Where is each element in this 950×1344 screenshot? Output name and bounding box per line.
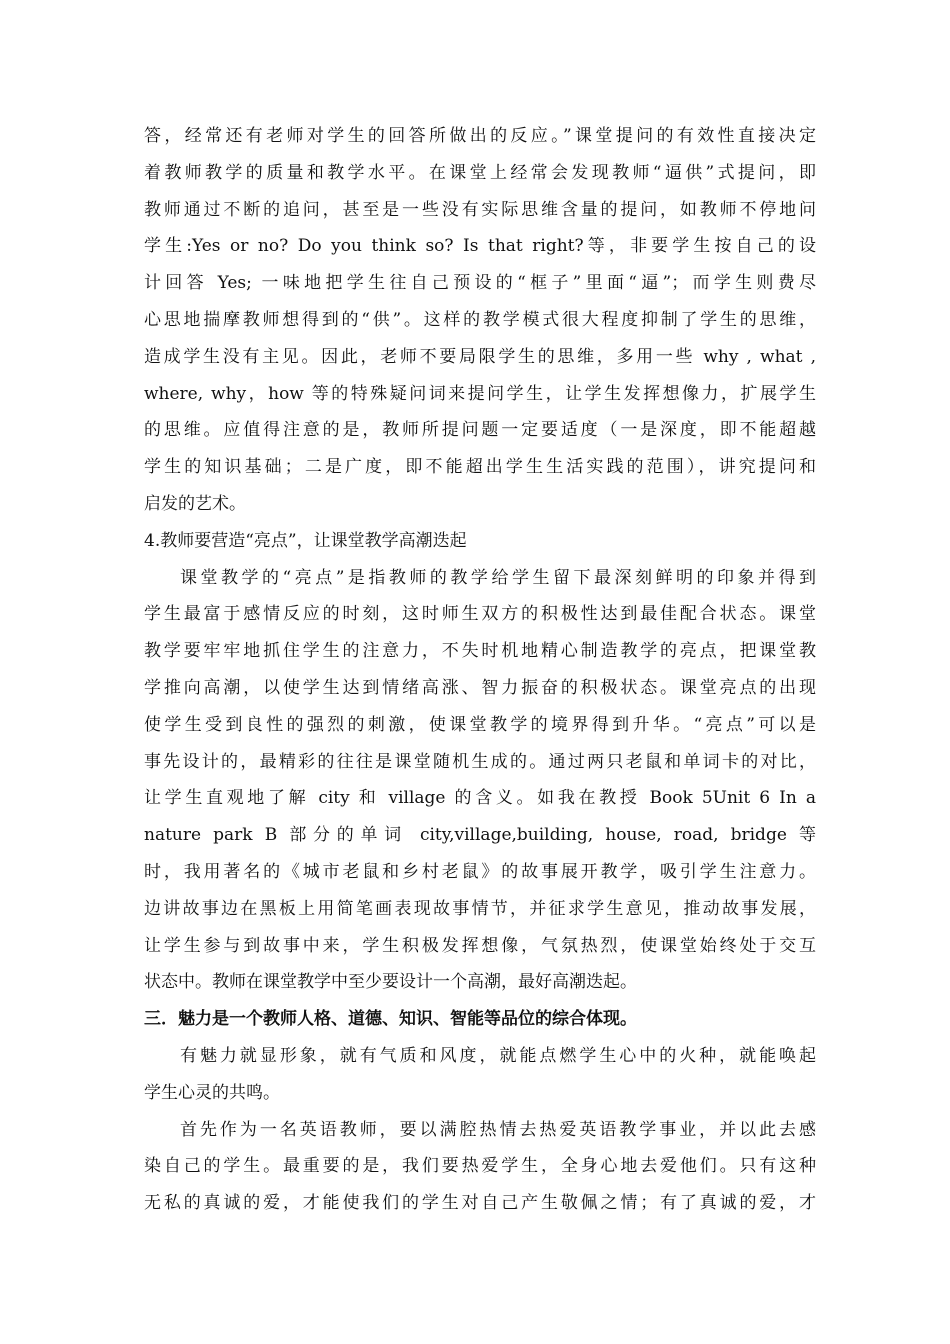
paragraph-first-line: 首先作为一名英语教师，要以满腔热情去热爱英语教学事业，并以此去感 [180, 1119, 816, 1140]
text-line: 着教师教学的质量和教学水平。在课堂上经常会发现教师“逼供”式提问，即 [144, 162, 816, 183]
text-line: 无私的真诚的爱，才能使我们的学生对自己产生敬佩之情；有了真诚的爱，才 [144, 1193, 816, 1214]
text-line: 状态中。教师在课堂教学中至少要设计一个高潮，最好高潮迭起。 [144, 972, 637, 993]
text-line: 答，经常还有老师对学生的回答所做出的反应。”课堂提问的有效性直接决定 [144, 126, 816, 146]
text-line: 学推向高潮，以使学生达到情绪高涨、智力振奋的积极状态。课堂亮点的出现 [144, 677, 816, 698]
paragraph-first-line: 课堂教学的“亮点”是指教师的教学给学生留下最深刻鲜明的印象并得到 [180, 567, 816, 588]
text-line: 学生心灵的共鸣。 [144, 1082, 280, 1103]
text-line: 启发的艺术。 [144, 493, 246, 514]
section-heading-bold: 三．魅力是一个教师人格、道德、知识、智能等品位的综合体现。 [144, 1009, 637, 1030]
text-line: 让学生参与到故事中来，学生积极发挥想像，气氛热烈，使课堂始终处于交互 [144, 935, 816, 956]
text-line: 的思维。应值得注意的是，教师所提问题一定要适度（一是深度，即不能超越 [144, 420, 816, 441]
paragraph-first-line: 有魅力就显形象，就有气质和风度，就能点燃学生心中的火种，就能唤起 [180, 1045, 816, 1066]
text-line: 边讲故事边在黑板上用简笔画表现故事情节，并征求学生意见，推动故事发展， [144, 898, 816, 919]
text-line: where, why，how 等的特殊疑问词来提问学生，让学生发挥想像力，扩展学生 [144, 383, 816, 404]
text-line: 学生最富于感情反应的时刻，这时师生双方的积极性达到最佳配合状态。课堂 [144, 604, 816, 625]
text-line: nature park B 部分的单词 city,village,building, house, road, bridge 等 [144, 825, 816, 846]
text-line: 染自己的学生。最重要的是，我们要热爱学生，全身心地去爱他们。只有这种 [144, 1156, 816, 1177]
text-line: 时，我用著名的《城市老鼠和乡村老鼠》的故事展开教学，吸引学生注意力。 [144, 861, 816, 882]
text-line: 教学要牢牢地抓住学生的注意力，不失时机地精心制造教学的亮点，把课堂教 [144, 641, 816, 662]
text-line: 计回答 Yes; 一味地把学生往自己预设的“框子”里面“逼”；而学生则费尽 [144, 273, 816, 294]
text-line: 学生:Yes or no? Do you think so? Is that right?等，非要学生按自己的设 [144, 236, 816, 257]
text-line: 事先设计的，最精彩的往往是课堂随机生成的。通过两只老鼠和单词卡的对比， [144, 751, 816, 772]
text-line: 使学生受到良性的强烈的刺激，使课堂教学的境界得到升华。“亮点”可以是 [144, 714, 816, 735]
text-line: 学生的知识基础；二是广度，即不能超出学生生活实践的范围），讲究提问和 [144, 457, 816, 478]
section-heading: 4.教师要营造“亮点”，让课堂教学高潮迭起 [144, 530, 467, 551]
document-body [144, 118, 816, 1222]
text-line: 心思地揣摩教师想得到的“供”。这样的教学模式很大程度抑制了学生的思维， [144, 309, 816, 330]
text-line: 教师通过不断的追问，甚至是一些没有实际思维含量的提问，如教师不停地问 [144, 199, 816, 220]
text-line: 造成学生没有主见。因此，老师不要局限学生的思维，多用一些 why , what , [144, 346, 816, 367]
text-line: 让学生直观地了解 city 和 village 的含义。如我在教授 Book 5Unit 6 In a [144, 788, 816, 809]
